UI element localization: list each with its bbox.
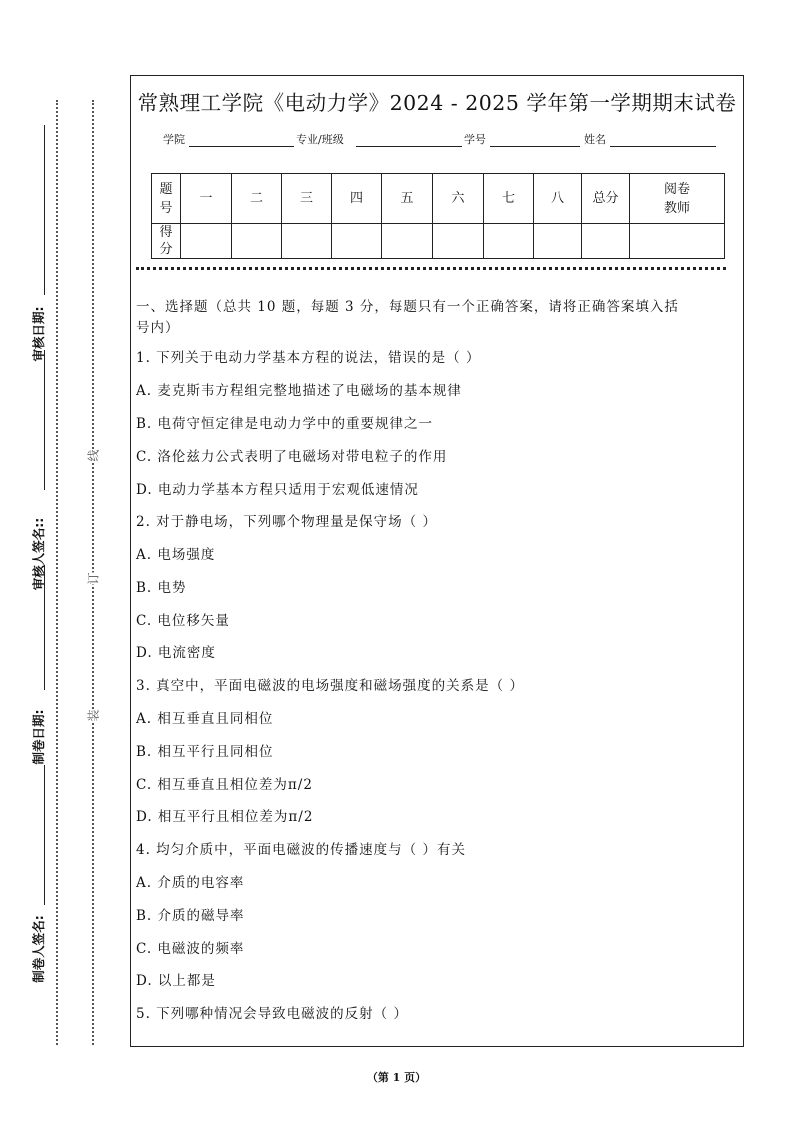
question-stem: 5. 下列哪种情况会导致电磁波的反射（ ） <box>136 1006 408 1022</box>
table-row <box>152 174 725 224</box>
header-cell: 四 <box>332 174 382 224</box>
college-label: 学院 <box>163 133 185 146</box>
header-cell: 总分 <box>582 174 630 224</box>
maker-sign-label: 制卷人签名: <box>31 915 46 983</box>
score-cell[interactable] <box>433 224 484 259</box>
page-number: （第 1 页） <box>366 1071 427 1084</box>
header-cell: 阅卷 教师 <box>630 174 725 224</box>
header-cell: 一 <box>181 174 232 224</box>
student-id-field[interactable] <box>490 132 580 147</box>
answer-option: B. 电势 <box>136 580 187 596</box>
question-stem: 4. 均匀介质中，平面电磁波的传播速度与（ ）有关 <box>136 842 466 858</box>
answer-option: C. 电位移矢量 <box>136 613 230 629</box>
answer-option: D. 以上都是 <box>136 973 216 989</box>
header-cell: 三 <box>282 174 332 224</box>
bind-mark-bind: 装 <box>86 709 101 722</box>
question-stem: 1. 下列关于电动力学基本方程的说法，错误的是（ ） <box>136 350 481 366</box>
answer-option: A. 介质的电容率 <box>136 875 245 891</box>
answer-option: D. 电动力学基本方程只适用于宏观低速情况 <box>136 482 419 498</box>
score-cell[interactable] <box>630 224 725 259</box>
answer-option: A. 相互垂直且同相位 <box>136 711 274 727</box>
name-field[interactable] <box>610 132 716 147</box>
score-cell[interactable] <box>484 224 534 259</box>
major-field[interactable] <box>356 132 462 147</box>
question-stem: 2. 对于静电场，下列哪个物理量是保守场（ ） <box>136 514 437 530</box>
major-label: 专业/班级 <box>296 133 344 146</box>
answer-option: C. 相互垂直且相位差为π/2 <box>136 777 313 793</box>
answer-option: D. 电流密度 <box>136 645 216 661</box>
answer-option: C. 洛伦兹力公式表明了电磁场对带电粒子的作用 <box>136 449 448 465</box>
reviewer-sign-label: 审核人签名:: <box>31 517 46 591</box>
header-cell: 五 <box>382 174 433 224</box>
score-cell[interactable] <box>181 224 232 259</box>
name-label: 姓名 <box>584 133 606 146</box>
answer-option: D. 相互平行且相位差为π/2 <box>136 809 314 825</box>
bind-mark-staple: 订 <box>86 572 101 585</box>
section-heading: 号内） <box>136 320 180 336</box>
college-field[interactable] <box>189 132 294 147</box>
header-cell: 七 <box>484 174 534 224</box>
answer-option: B. 电荷守恒定律是电动力学中的重要规律之一 <box>136 416 434 432</box>
answer-option: B. 介质的磁导率 <box>136 908 245 924</box>
score-cell[interactable] <box>332 224 382 259</box>
score-cell[interactable] <box>382 224 433 259</box>
score-label-cell: 得 分 <box>152 224 181 259</box>
score-cell[interactable] <box>282 224 332 259</box>
score-cell[interactable] <box>534 224 582 259</box>
student-id-label: 学号 <box>464 133 486 146</box>
answer-option: A. 麦克斯韦方程组完整地描述了电磁场的基本规律 <box>136 383 462 399</box>
exam-title: 常熟理工学院《电动力学》2024 - 2025 学年第一学期期末试卷 <box>137 91 737 115</box>
answer-option: C. 电磁波的频率 <box>136 941 245 957</box>
score-table <box>151 173 725 259</box>
question-stem: 3. 真空中，平面电磁波的电场强度和磁场强度的关系是（ ） <box>136 678 524 694</box>
signature-line <box>44 125 45 295</box>
answer-option: A. 电场强度 <box>136 547 216 563</box>
review-date-label: 审核日期: <box>31 306 46 362</box>
bind-mark-line: 线 <box>86 449 101 462</box>
score-cell[interactable] <box>582 224 630 259</box>
score-cell[interactable] <box>232 224 282 259</box>
table-row <box>152 224 725 259</box>
header-cell: 二 <box>232 174 282 224</box>
dotted-separator <box>136 267 726 270</box>
dotted-line <box>56 100 58 1045</box>
header-cell: 八 <box>534 174 582 224</box>
header-cell: 题 号 <box>152 174 181 224</box>
make-date-label: 制卷日期: <box>31 709 46 765</box>
section-heading: 一、选择题（总共 10 题，每题 3 分，每题只有一个正确答案，请将正确答案填入括 <box>136 299 679 315</box>
answer-option: B. 相互平行且同相位 <box>136 744 274 760</box>
header-cell: 六 <box>433 174 484 224</box>
